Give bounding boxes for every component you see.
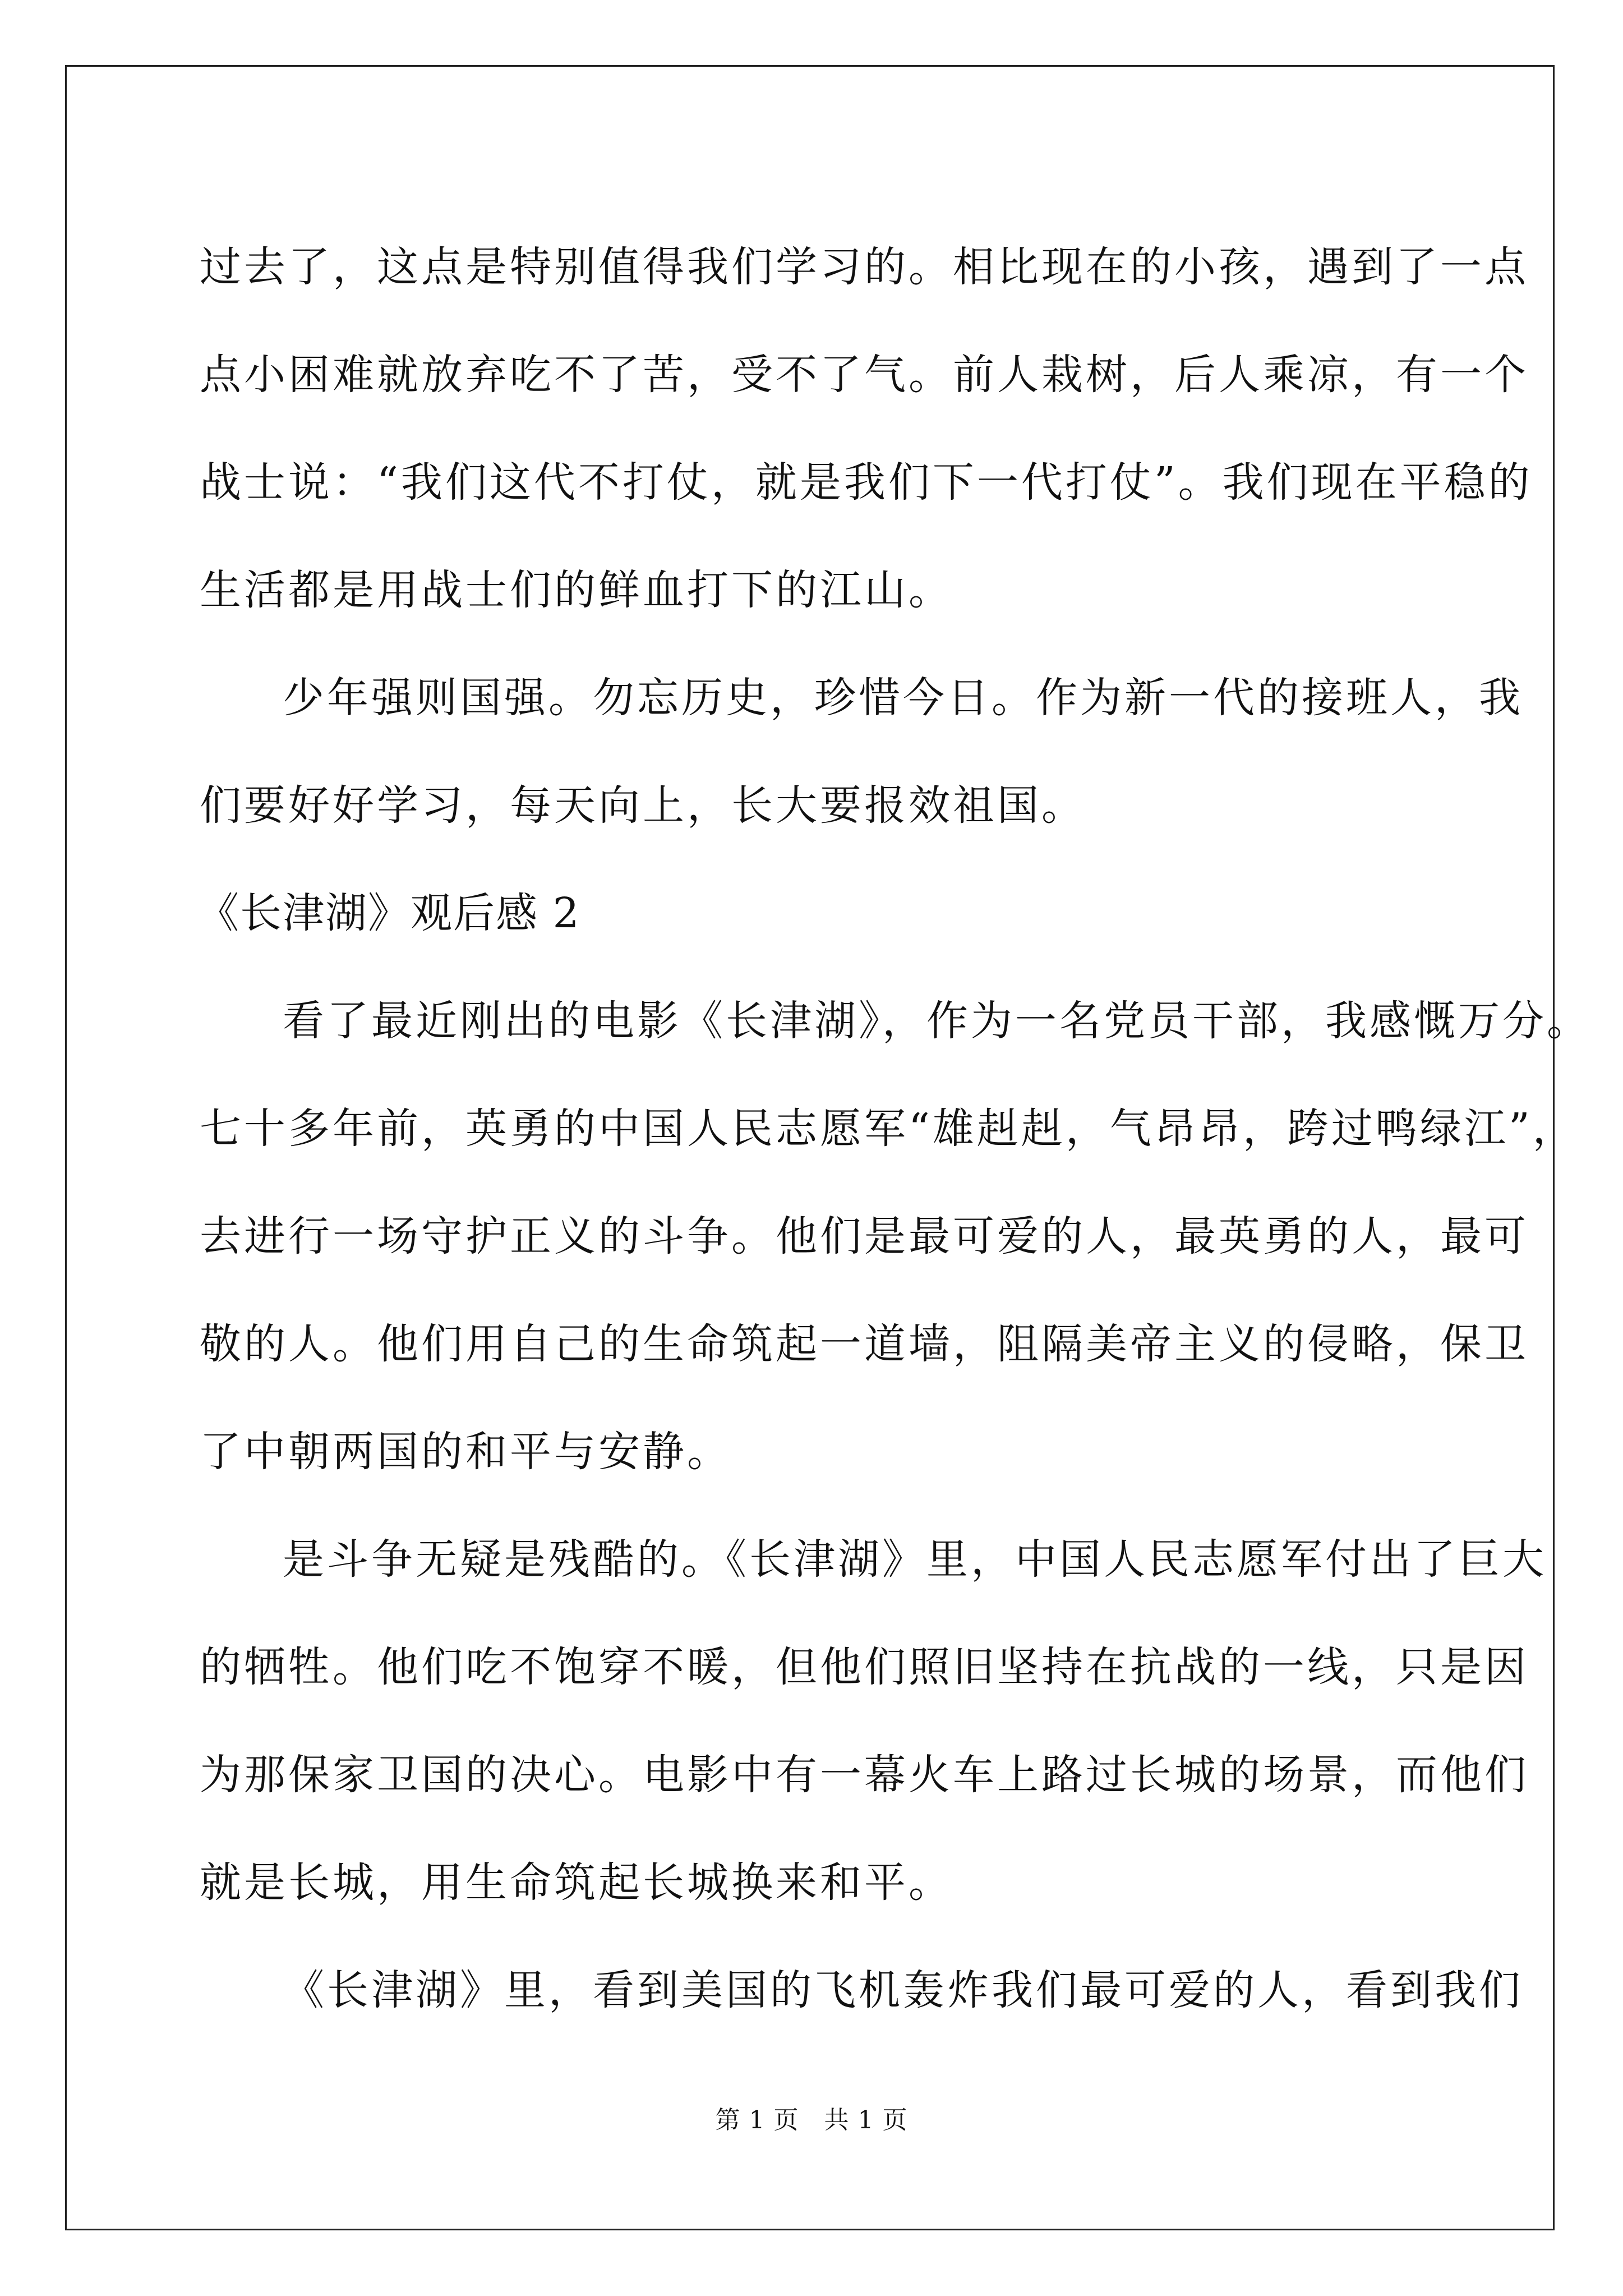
text-line: 点小困难就放弃吃不了苦，受不了气。前人栽树，后人乘凉，有一个	[200, 351, 1529, 399]
text-line: 《长津湖》里，看到美国的飞机轰炸我们最可爱的人，看到我们	[283, 1966, 1523, 2014]
text-line: 为那保家卫国的决心。电影中有一幕火车上路过长城的场景，而他们	[200, 1751, 1529, 1799]
text-line: 过去了，这点是特别值得我们学习的。相比现在的小孩，遇到了一点	[200, 243, 1529, 291]
text-line: 生活都是用战士们的鲜血打下的江山。	[200, 566, 953, 614]
text-line: 们要好好学习，每天向上，长大要报效祖国。	[200, 781, 1086, 830]
section-heading: 《长津湖》观后感 2	[197, 889, 580, 937]
text-line: 是斗争无疑是残酷的。《长津湖》里，中国人民志愿军付出了巨大	[283, 1535, 1547, 1584]
text-line: 了中朝两国的和平与安静。	[200, 1428, 731, 1476]
text-line: 战士说：“我们这代不打仗，就是我们下一代打仗”。我们现在平稳的	[200, 458, 1533, 507]
text-line: 看了最近刚出的电影《长津湖》，作为一名党员干部，我感慨万分。	[283, 997, 1591, 1045]
page-footer: 第 1 页 共 1 页	[715, 2106, 908, 2134]
text-line: 敬的人。他们用自己的生命筑起一道墙，阻隔美帝主义的侵略，保卫	[200, 1320, 1529, 1368]
text-line: 就是长城，用生命筑起长城换来和平。	[200, 1858, 953, 1907]
document-body	[197, 213, 1591, 2044]
text-line: 七十多年前，英勇的中国人民志愿军“雄赳赳，气昂昂，跨过鸭绿江”，	[200, 1105, 1577, 1153]
text-line: 去进行一场守护正义的斗争。他们是最可爱的人，最英勇的人，最可	[200, 1212, 1529, 1260]
text-line: 少年强则国强。勿忘历史，珍惜今日。作为新一代的接班人，我	[283, 674, 1523, 722]
text-line: 的牺牲。他们吃不饱穿不暖，但他们照旧坚持在抗战的一线，只是因	[200, 1643, 1529, 1691]
